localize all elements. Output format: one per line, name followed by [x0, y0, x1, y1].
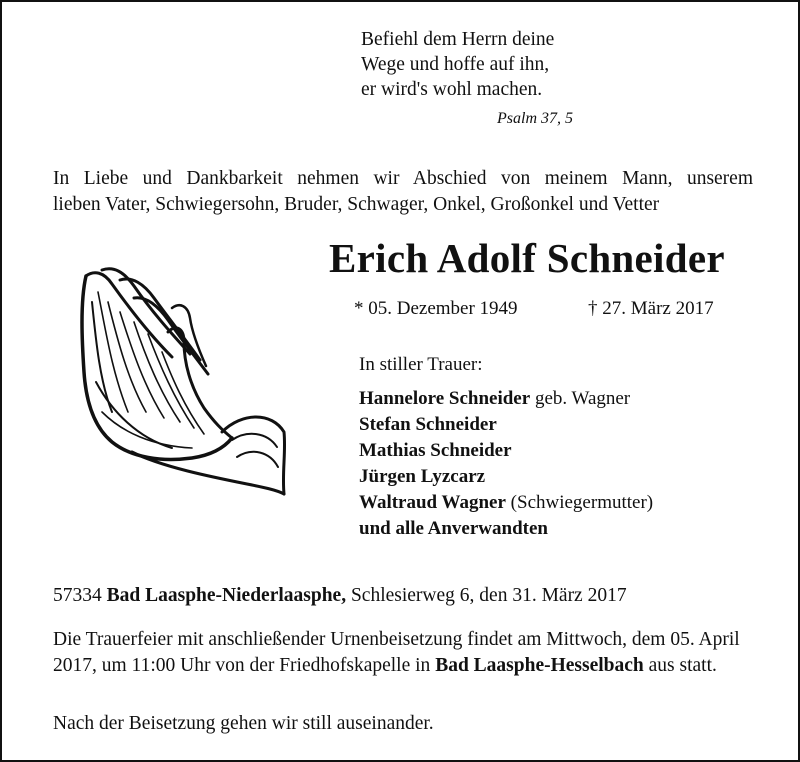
mourner-row — [359, 386, 653, 412]
mourner-name: Mathias Schneider — [359, 440, 512, 461]
service-place: Bad Laasphe-Hesselbach — [435, 655, 644, 676]
mourner-name: und alle Anverwandten — [359, 518, 548, 539]
mourner-row — [359, 490, 653, 516]
birth-date: * 05. Dezember 1949 — [354, 298, 518, 319]
verse-line-1: Befiehl dem Herrn deine — [361, 29, 555, 50]
mourners-list — [359, 386, 653, 542]
deceased-name: Erich Adolf Schneider — [329, 235, 725, 281]
praying-hands-icon — [72, 262, 288, 502]
address-zip: 57334 — [53, 585, 102, 606]
death-date: † 27. März 2017 — [588, 298, 714, 319]
intro-text — [53, 166, 753, 218]
service-text — [53, 627, 753, 679]
intro-line-1: In Liebe und Dankbarkeit nehmen wir Abschied von meinem Mann, unserem — [53, 168, 753, 189]
bible-verse — [361, 27, 554, 102]
intro-line-2: lieben Vater, Schwiegersohn, Bruder, Schwager, Onkel, Großonkel und Vetter — [53, 194, 660, 215]
mourner-note: geb. Wagner — [530, 388, 631, 409]
verse-reference: Psalm 37, 5 — [497, 110, 573, 127]
mourner-name: Waltraud Wagner — [359, 492, 506, 513]
address-rest: Schlesierweg 6, den 31. März 2017 — [350, 585, 627, 606]
mourner-note: (Schwiegermutter) — [505, 492, 654, 513]
mourner-name: Jürgen Lyzcarz — [359, 466, 486, 487]
service-part-2: aus statt. — [643, 655, 717, 676]
mourner-name: Stefan Schneider — [359, 414, 497, 435]
mourner-row — [359, 516, 653, 542]
mourner-row — [359, 464, 653, 490]
closing-text: Nach der Beisetzung gehen wir still auseinander. — [53, 713, 434, 734]
mourner-name: Hannelore Schneider — [359, 388, 531, 409]
service-part-1: Die Trauerfeier mit anschließender Urnenbeisetzung findet am Mittwoch, dem 05. April 2017, um 11:00 Uhr von der Friedhofskapelle in — [53, 629, 740, 676]
address-town: Bad Laasphe-Niederlaasphe, — [106, 585, 347, 606]
verse-line-2: Wege und hoffe auf ihn, — [361, 54, 550, 75]
mourner-row — [359, 438, 653, 464]
verse-line-3: er wird's wohl machen. — [361, 79, 543, 100]
address-line — [53, 585, 627, 607]
mourning-title: In stiller Trauer: — [359, 354, 483, 375]
mourner-row — [359, 412, 653, 438]
